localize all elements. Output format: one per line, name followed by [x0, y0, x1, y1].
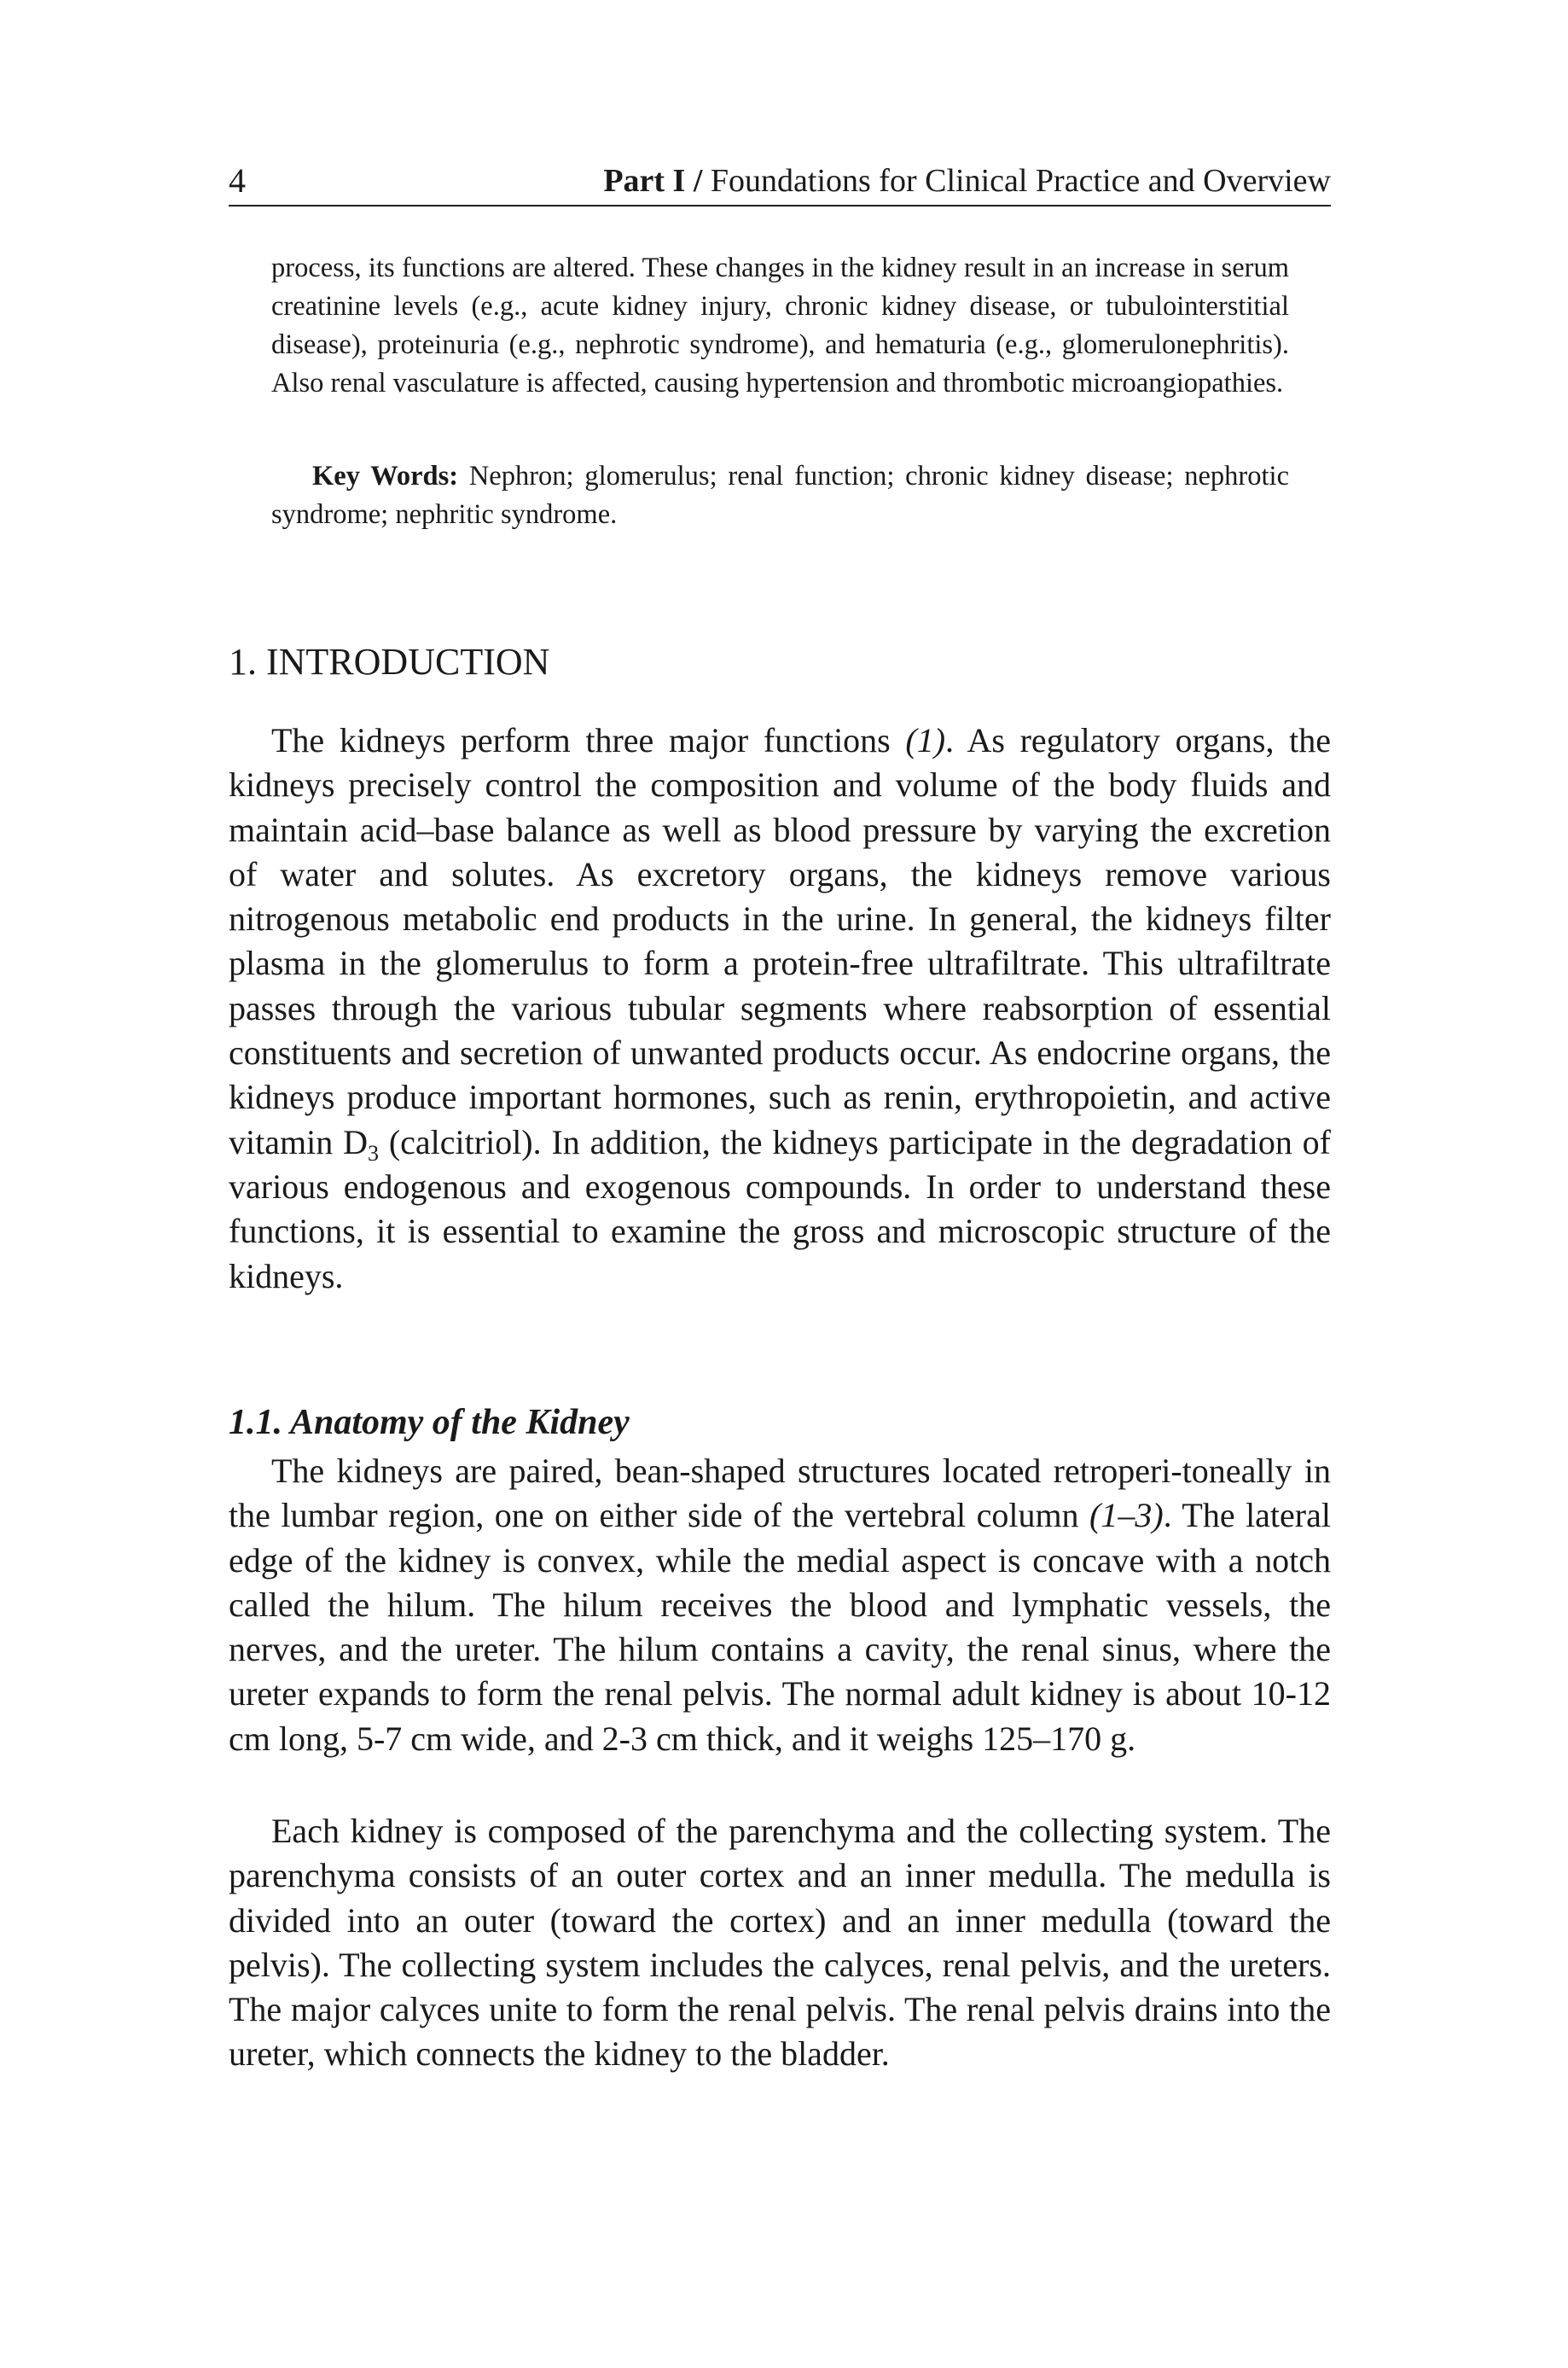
key-words: [271, 457, 1289, 534]
running-header: [229, 160, 1331, 207]
anatomy-text-b: . The lateral edge of the kidney is convex, while the medial aspect is concave with a notch called the hilum. The hilum receives the blood and lymphatic vessels, the nerves, and the ureter. The hilum contains a cavity, the renal sinus, where the ureter expands to form the renal pelvis. The normal adult kidney is about 10-12 cm long, 5-7 cm wide, and 2-3 cm thick, and it weighs 125–170 g.: [229, 1496, 1331, 1758]
intro-text-c: (calcitriol). In addition, the kidneys participate in the degradation of various endogenous and exogenous compounds. In order to understand these functions, it is essential to examine the gross and microscopic structure of the kidneys.: [229, 1122, 1332, 1295]
anatomy-citation: (1–3): [1089, 1496, 1164, 1535]
intro-text-a: The kidneys perform three major functions: [271, 721, 891, 759]
abstract-text: process, its functions are altered. These changes in the kidney result in an increase in serum creatinine levels (e.g., acute kidney injury, chronic kidney disease, or tubulointerstitial disease), proteinuria (e.g., nephrotic syndrome), and hematuria (e.g., glomerulonephritis). Also renal vasculature is affected, causing hypertension and thrombotic microangiopathies.: [271, 253, 1289, 399]
page-number: 4: [229, 161, 246, 200]
anatomy-paragraph-1: [229, 1449, 1331, 1761]
part-label: Part I /: [603, 163, 703, 199]
anatomy-body-1: [229, 1449, 1331, 1761]
key-words-label: Key Words:: [312, 461, 459, 492]
anatomy-body-2: [229, 1809, 1331, 2077]
running-title-text: Foundations for Clinical Practice and Overview: [710, 163, 1331, 199]
subsection-heading-anatomy: 1.1. Anatomy of the Kidney: [229, 1403, 630, 1442]
intro-citation: (1): [905, 721, 946, 759]
section-heading-introduction: 1. INTRODUCTION: [229, 641, 550, 683]
anatomy-text-a: The kidneys are paired, bean-shaped structures located retroperi-toneally in the lumbar region, one on either side of the vertebral column: [229, 1452, 1331, 1535]
running-title: [603, 160, 1331, 201]
key-words-text: Nephron; glomerulus; renal function; chronic kidney disease; nephrotic syndrome; nephritic syndrome.: [271, 461, 1289, 530]
intro-subscript: 3: [367, 1140, 379, 1166]
introduction-body: [229, 719, 1331, 1299]
anatomy-paragraph-2: Each kidney is composed of the parenchyma and the collecting system. The parenchyma consists of an outer cortex and an inner medulla. The medulla is divided into an outer (toward the cortex) and an inner medulla (toward the pelvis). The collecting system includes the calyces, renal pelvis, and the ureters. The major calyces unite to form the renal pelvis. The renal pelvis drains into the ureter, which connects the kidney to the bladder.: [229, 1812, 1331, 2074]
abstract: [271, 249, 1289, 403]
intro-text-b: . As regulatory organs, the kidneys precisely control the composition and volume of the body fluids and maintain acid–base balance as well as blood pressure by varying the excretion of water and solutes. As excretory organs, the kidneys remove various nitrogenous metabolic end products in the urine. In general, the kidneys filter plasma in the glomerulus to form a protein-free ultrafiltrate. This ultrafiltrate passes through the various tubular segments where reabsorption of essential constituents and secretion of unwanted products occur. As endocrine organs, the kidneys produce important hormones, such as renin, erythropoietin, and active vitamin D: [229, 721, 1332, 1161]
introduction-paragraph: [229, 719, 1331, 1299]
